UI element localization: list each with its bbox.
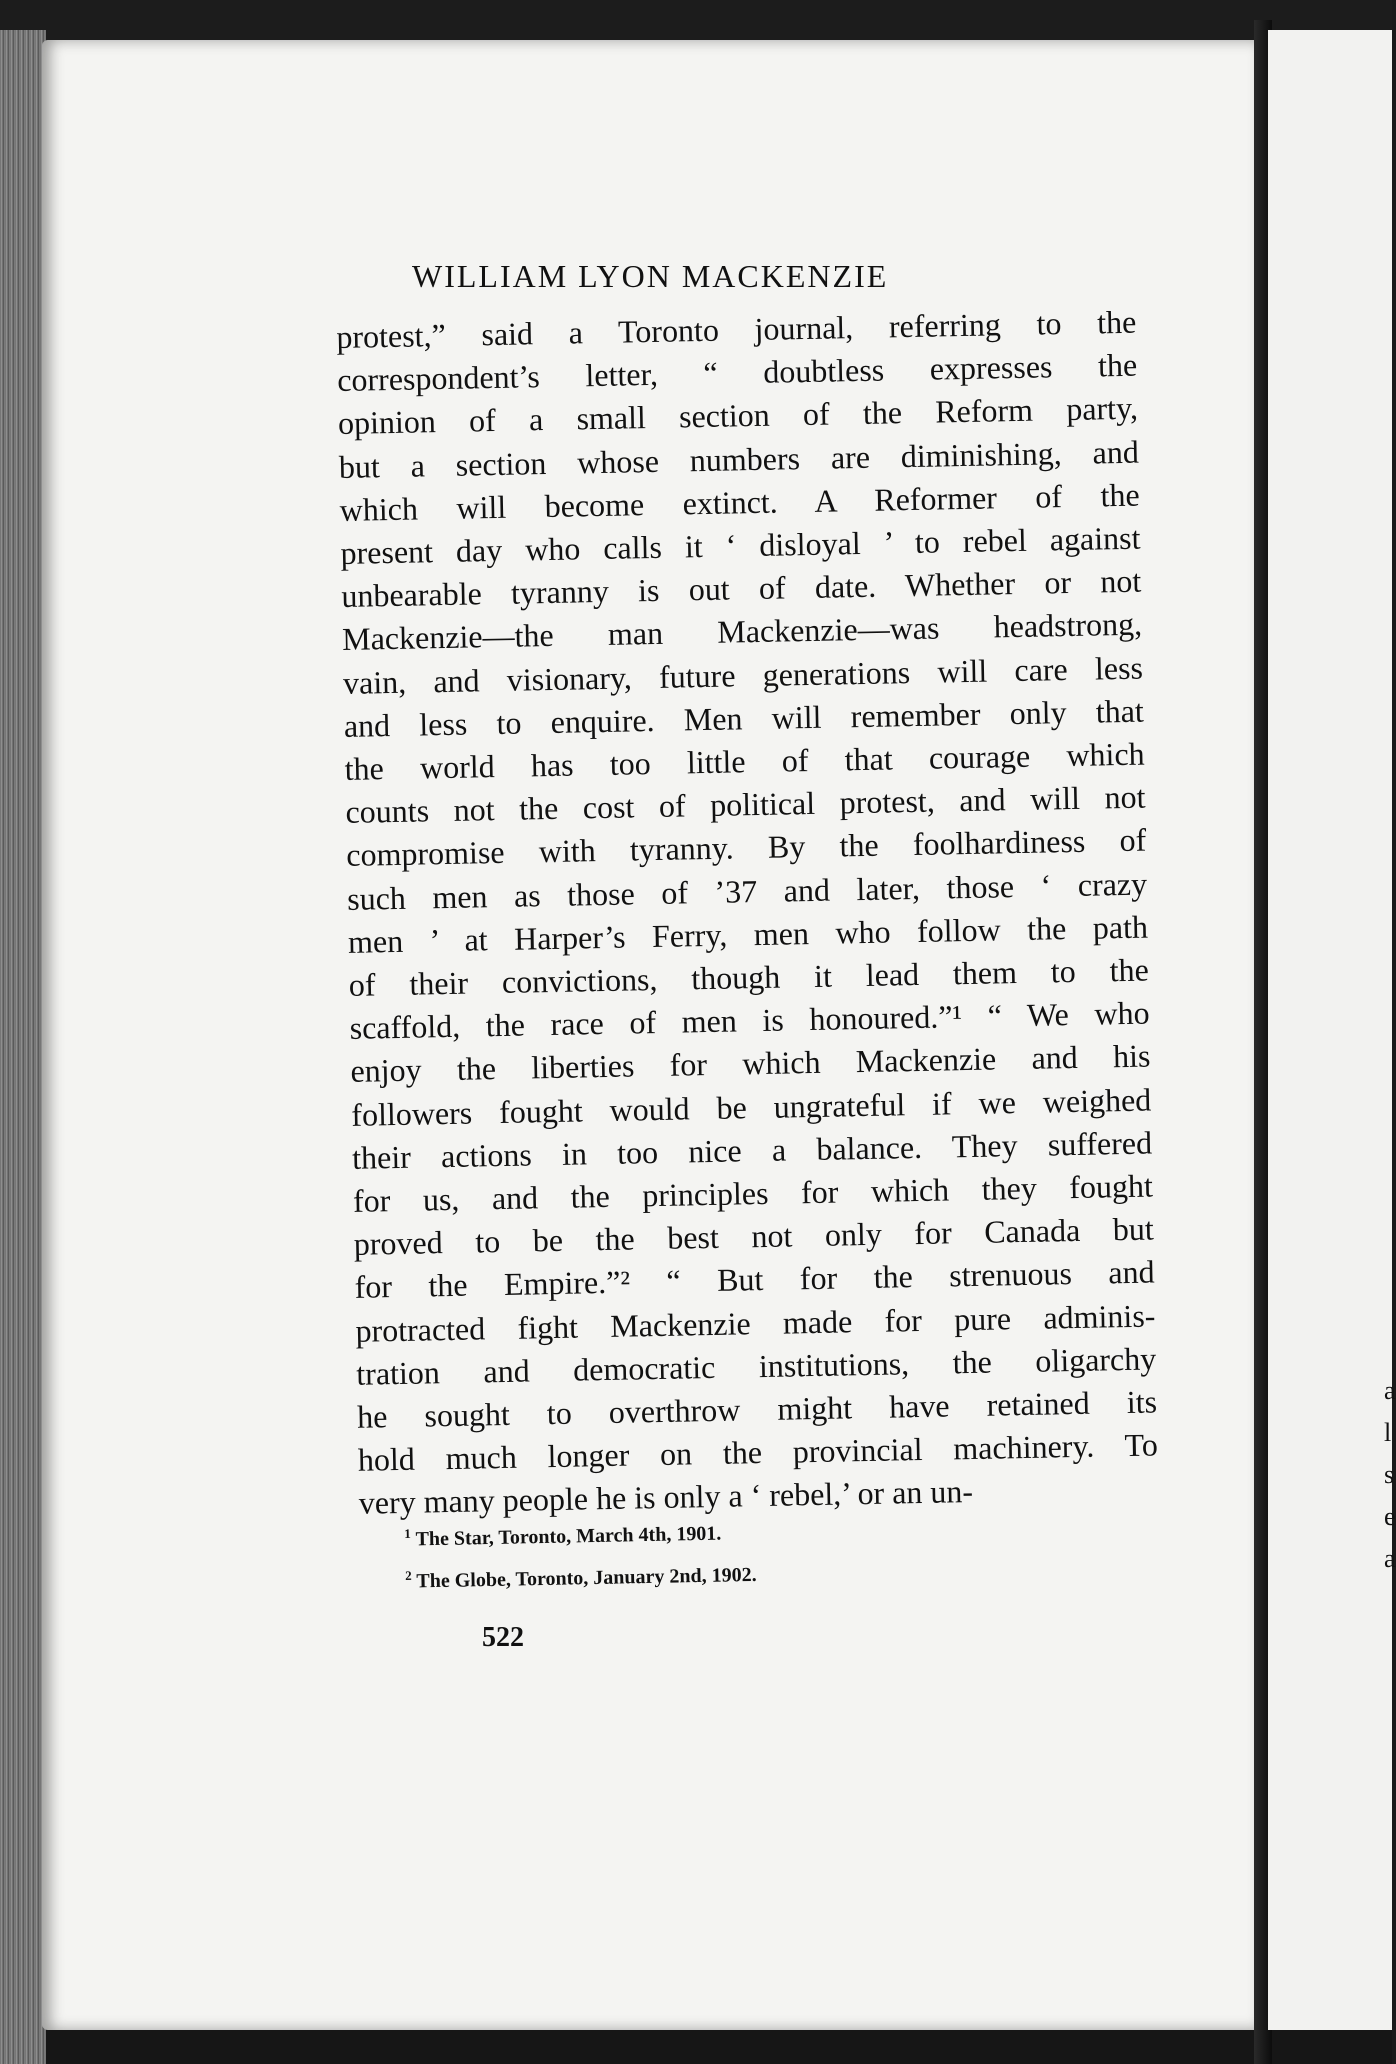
text-line: such men as those of ’37 and later, those ‘ crazy	[346, 865, 1148, 917]
facing-page	[1268, 30, 1396, 2030]
body-text	[336, 301, 1159, 1526]
text-line: tration and democratic institutions, the oligarchy	[355, 1340, 1157, 1392]
text-line: compromise with tyranny. By the foolhardiness of	[346, 821, 1147, 874]
facing-page-glyph: a	[1384, 1376, 1396, 1405]
text-line: of their convictions, though it lead them to the	[348, 951, 1150, 1003]
facing-page-glyph: l	[1384, 1418, 1392, 1447]
text-line: which will become extinct. A Reformer of the	[339, 476, 1140, 528]
facing-page-glyph: a	[1384, 1544, 1396, 1573]
text-line: very many people he is only a ‘ rebel,’ or an un-	[358, 1473, 974, 1522]
text-line: correspondent’s letter, “ doubtless expresses the	[336, 346, 1138, 399]
text-line: but a section whose numbers are diminishing, and	[338, 433, 1140, 485]
facing-page-glyph: e	[1384, 1502, 1396, 1531]
facing-page-glyph: s	[1384, 1460, 1395, 1489]
text-line: for us, and the principles for which they fought	[352, 1167, 1154, 1219]
text-line: counts not the cost of political protest, and will not	[345, 778, 1146, 831]
text-line: men ’ at Harper’s Ferry, men who follow the path	[347, 908, 1149, 960]
page-number: 522	[482, 1622, 524, 1653]
text-line: Mackenzie—the man Mackenzie—was headstrong,	[341, 606, 1143, 658]
footnotes	[404, 1505, 965, 1599]
text-line: for the Empire.”² “ But for the strenuous and	[354, 1253, 1155, 1306]
text-line: their actions in too nice a balance. They suffered	[351, 1124, 1153, 1176]
text-line: protracted fight Mackenzie made for pure adminis-	[355, 1297, 1156, 1349]
text-line: proved to be the best not only for Canada but	[353, 1210, 1155, 1263]
text-line: scaffold, the race of men is honoured.”¹ “ We who	[349, 994, 1150, 1047]
footnote-text: The Globe, Toronto, January 2nd, 1902.	[416, 1563, 757, 1593]
text-line: vain, and visionary, future generations will care less	[342, 649, 1144, 701]
text-line: protest,” said a Toronto journal, referring to the	[336, 303, 1137, 355]
text-line: he sought to overthrow might have retained its	[356, 1383, 1158, 1435]
page-edges	[0, 30, 46, 2064]
footnote-text: The Star, Toronto, March 4th, 1901.	[415, 1522, 722, 1551]
text-line: and less to enquire. Men will remember only that	[343, 692, 1145, 744]
text-line: present day who calls it ‘ disloyal ’ to rebel against	[340, 519, 1141, 571]
footnote-mark: 2	[404, 1567, 412, 1583]
text-line: the world has too little of that courage which	[344, 735, 1145, 787]
text-line: opinion of a small section of the Reform party,	[337, 390, 1139, 442]
text-line: followers fought would be ungrateful if we weighed	[350, 1081, 1152, 1133]
footnote-mark: 1	[404, 1525, 411, 1541]
facing-page-fragments	[1384, 1370, 1396, 1580]
running-head: WILLIAM LYON MACKENZIE	[412, 258, 889, 294]
text-line: enjoy the liberties for which Mackenzie and his	[350, 1037, 1151, 1090]
text-line: hold much longer on the provincial machinery. To	[357, 1426, 1159, 1479]
text-line: unbearable tyranny is out of date. Whether or not	[341, 562, 1142, 615]
